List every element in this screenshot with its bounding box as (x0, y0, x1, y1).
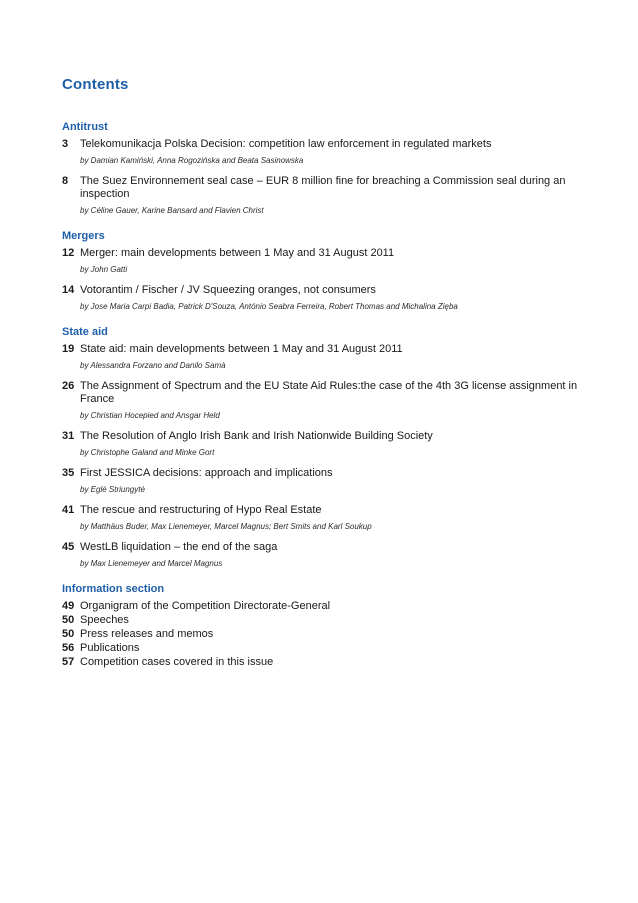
section-mergers (62, 230, 598, 312)
entry-authors: by John Gatti (80, 265, 128, 274)
toc-entry[interactable] (62, 380, 598, 421)
entry-page-number: 41 (62, 504, 75, 516)
toc-entry[interactable] (62, 467, 598, 495)
toc-entry[interactable] (62, 504, 598, 532)
entry-authors: by Jose Maria Carpi Badia, Patrick D'Souza, António Seabra Ferreira, Robert Thomas and Michalina Zięba (80, 302, 458, 311)
entry-page-number: 49 (62, 600, 75, 612)
section-antitrust (62, 121, 598, 216)
toc-entry[interactable] (62, 628, 598, 641)
toc-entry[interactable] (62, 600, 598, 613)
section-information (62, 583, 598, 669)
entry-page-number: 19 (62, 343, 75, 355)
entry-page-number: 57 (62, 656, 75, 668)
entry-page-number: 12 (62, 247, 75, 259)
entry-title: Merger: main developments between 1 May and 31 August 2011 (80, 247, 395, 259)
entry-page-number: 50 (62, 628, 75, 640)
entry-page-number: 8 (62, 175, 69, 187)
entry-page-number: 14 (62, 284, 75, 296)
entry-page-number: 31 (62, 430, 75, 442)
toc-entry[interactable] (62, 175, 598, 216)
section-title: Mergers (62, 230, 105, 242)
toc-entry[interactable] (62, 284, 598, 312)
toc-entry[interactable] (62, 614, 598, 627)
toc-entry[interactable] (62, 430, 598, 458)
entry-page-number: 26 (62, 380, 75, 392)
entry-authors: by Damian Kamiński, Anna Rogozińska and Beata Sasinowska (80, 156, 304, 165)
entry-page-number: 50 (62, 614, 75, 626)
entry-authors: by Max Lienemeyer and Marcel Magnus (80, 559, 223, 568)
toc-entry[interactable] (62, 541, 598, 569)
section-title: Antitrust (62, 121, 108, 133)
toc-entry[interactable] (62, 656, 598, 669)
entry-title: Publications (80, 642, 140, 654)
entry-title: The Resolution of Anglo Irish Bank and Irish Nationwide Building Society (80, 430, 433, 442)
entry-authors: by Christophe Galand and Minke Gort (80, 448, 215, 457)
entry-title: Telekomunikacja Polska Decision: competition law enforcement in regulated markets (80, 138, 492, 150)
entry-authors: by Eglė Striungytė (80, 485, 145, 494)
entry-page-number: 45 (62, 541, 75, 553)
entry-title: State aid: main developments between 1 May and 31 August 2011 (80, 343, 403, 355)
page-title: Contents (62, 76, 129, 93)
entry-title: Competition cases covered in this issue (80, 656, 274, 668)
entry-title: Speeches (80, 614, 129, 626)
entry-title: The Suez Environnement seal case – EUR 8 million fine for breaching a Commission seal during an inspection (80, 175, 566, 200)
entry-authors: by Céline Gauer, Karine Bansard and Flavien Christ (80, 206, 264, 215)
entry-authors: by Christian Hocepied and Ansgar Held (80, 411, 220, 420)
toc-entry[interactable] (62, 642, 598, 655)
toc-entry[interactable] (62, 343, 598, 371)
entry-authors: by Alessandra Forzano and Danilo Samà (80, 361, 226, 370)
section-title: Information section (62, 583, 165, 595)
entry-page-number: 56 (62, 642, 75, 654)
entry-title: The rescue and restructuring of Hypo Real Estate (80, 504, 322, 516)
entry-title: First JESSICA decisions: approach and implications (80, 467, 333, 479)
section-state-aid (62, 326, 598, 569)
toc-entry[interactable] (62, 138, 598, 166)
entry-title: WestLB liquidation – the end of the saga (80, 541, 278, 553)
entry-title: The Assignment of Spectrum and the EU State Aid Rules:the case of the 4th 3G license assignment in France (80, 380, 578, 405)
entry-title: Organigram of the Competition Directorate-General (80, 600, 331, 612)
entry-page-number: 35 (62, 467, 75, 479)
entry-title: Press releases and memos (80, 628, 214, 640)
toc-entry[interactable] (62, 247, 598, 275)
entry-authors: by Matthäus Buder, Max Lienemeyer, Marcel Magnus; Bert Smits and Karl Soukup (80, 522, 372, 531)
entry-title: Votorantim / Fischer / JV Squeezing oranges, not consumers (80, 284, 376, 296)
entry-page-number: 3 (62, 138, 69, 150)
section-title: State aid (62, 326, 108, 338)
